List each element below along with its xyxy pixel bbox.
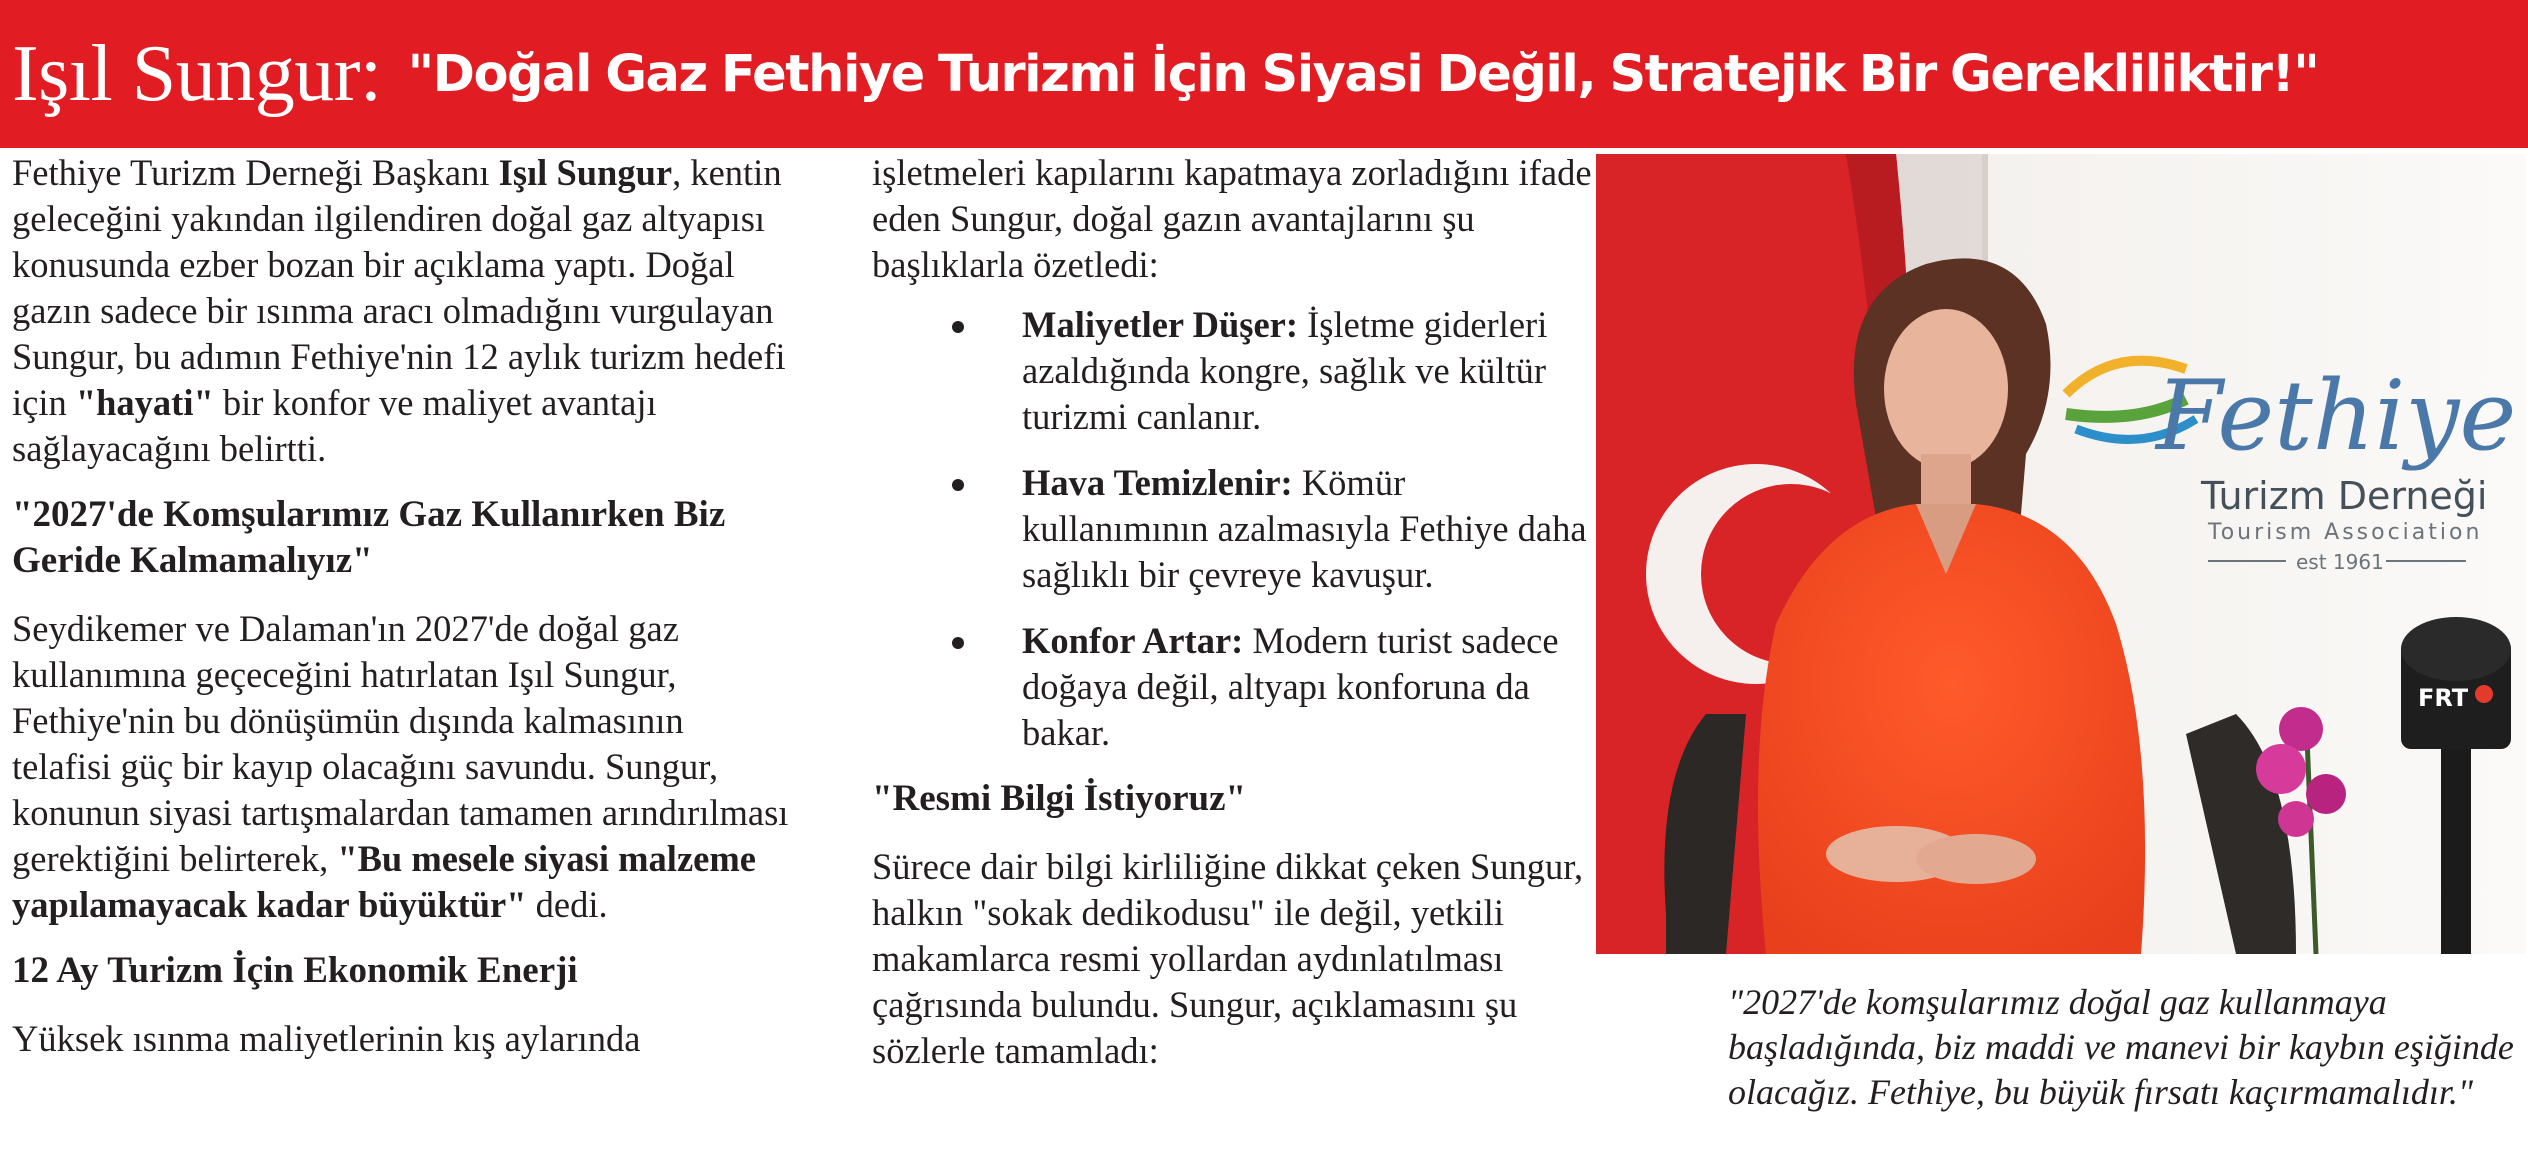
bullet-text: İşletme giderleri azaldığında kongre, sağlık ve kültür turizmi canlanır. [1022,304,1548,437]
bullet-bold: Maliyetler Düşer: [1022,304,1299,345]
intro-bold-name: Işıl Sungur [498,152,673,193]
logo-line-2: Tourism Association [2208,520,2483,545]
komsular-paragraph [12,606,792,928]
komsular-bold-quote: "Bu mesele siyasi malzeme yapılamayacak kadar büyüktür" [12,838,756,925]
bullet-icon [952,321,964,333]
bullet-icon [952,479,964,491]
logo-line-3: est 1961 [2296,550,2384,574]
logo-wordmark: Fethiye [2156,360,2517,472]
interview-photo [1596,154,2526,954]
subheading-resmi-bilgi: "Resmi Bilgi İstiyoruz" [872,778,1247,819]
intro-text-1: Fethiye Turizm Derneği Başkanı [12,152,499,193]
bullet-bold: Konfor Artar: [1022,620,1244,661]
photo-illustration [1596,154,2526,954]
photo-caption-quote: "2027'de komşularımız doğal gaz kullanmaya başladığında, biz maddi ve manevi bir kaybın eşiğinde olacağız. Fethiye, bu büyük fırsatı kaçırmamalıdır." [1728,982,2514,1112]
list-item [872,302,1592,440]
article-column-1 [12,150,792,1062]
article-column-2 [872,150,1592,1074]
bullet-bold: Hava Temizlenir: [1022,462,1293,503]
komsular-text-1: Seydikemer ve Dalaman'ın 2027'de doğal gaz kullanımına geçeceğini hatırlatan Işıl Sungur, Fethiye'nin bu dönüşümün dışında kalmasının telafisi güç bir kayıp olacağını savundu. Sungur, konunun siyasi tartışmalardan tamamen arındırılması gerektiğini belirterek, [12,608,789,879]
advantages-list [872,302,1592,756]
list-item [872,618,1592,756]
bullet-icon [952,637,964,649]
banner-name: Işıl Sungur: [12,29,382,118]
ekonomik-paragraph-start: Yüksek ısınma maliyetlerinin kış aylarında [12,1018,641,1059]
bullet-text: Modern turist sadece doğaya değil, altyapı konforuna da bakar. [1022,620,1559,753]
intro-text-3: bir konfor ve maliyet avantajı sağlayacağını belirtti. [12,382,657,469]
headline-banner [0,0,2528,148]
komsular-text-2: dedi. [526,884,608,925]
intro-text-2: , kentin geleceğini yakından ilgilendiren doğal gaz altyapısı konusunda ezber bozan bir açıklama yaptı. Doğal gazın sadece bir ısınma aracı olmadığını vurgulayan Sungur, bu adımın Fethiye'nin 12 aylık turizm hedefi için [12,152,786,423]
bullet-text: Kömür kullanımının azalmasıyla Fethiye daha sağlıklı bir çevreye kavuşur. [1022,462,1587,595]
intro-bold-quote: "hayati" [75,382,214,423]
subheading-komsular: "2027'de Komşularımız Gaz Kullanırken Biz Geride Kalmamalıyız" [12,494,726,581]
banner-headline: "Doğal Gaz Fethiye Turizmi İçin Siyasi Değil, Stratejik Bir Gerekliliktir!" [407,44,2319,104]
logo-line-1: Turizm Derneği [2201,474,2488,518]
intro-paragraph [12,150,792,472]
continued-paragraph: işletmeleri kapılarını kapatmaya zorladığını ifade eden Sungur, doğal gazın avantajlarını şu başlıklarla özetledi: [872,152,1592,285]
resmi-bilgi-paragraph: Sürece dair bilgi kirliliğine dikkat çeken Sungur, halkın "sokak dedikodusu" ile değil, yetkili makamlarca resmi yollardan aydınlatılması çağrısında bulundu. Sungur, açıklamasını şu sözlerle tamamladı: [872,846,1584,1071]
list-item [872,460,1592,598]
mic-flag-label: FRT [2418,684,2469,712]
subheading-ekonomik-enerji: 12 Ay Turizm İçin Ekonomik Enerji [12,950,578,991]
